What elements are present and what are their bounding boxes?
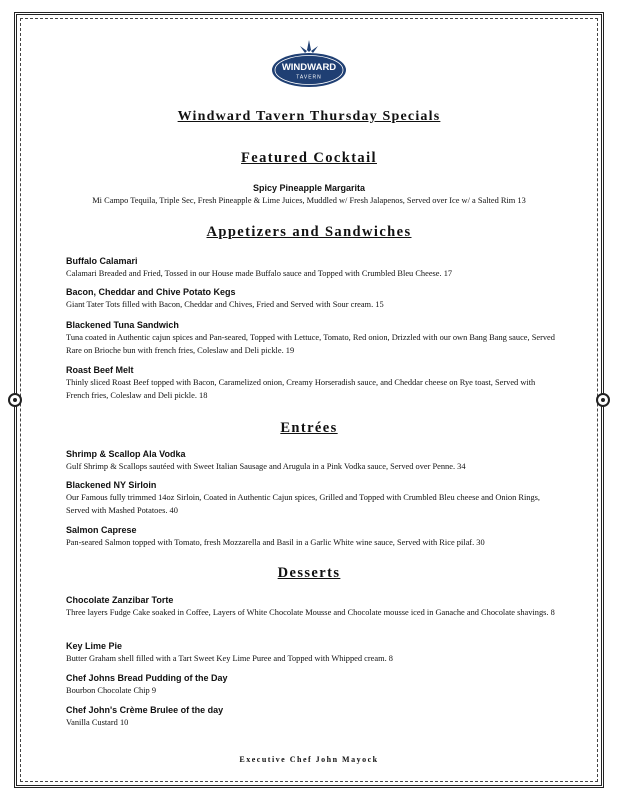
logo-name: WINDWARD [281,62,337,73]
windward-tavern-logo [270,40,348,90]
section-heading-appetizers: Appetizers and Sandwiches [206,224,412,240]
chef-credit: Executive Chef John Mayock [239,755,379,764]
menu-item-desc: Butter Graham shell filled with a Tart Sweet Key Lime Puree and Topped with Whipped cream. 8 [66,654,393,663]
section-heading-entrees: Entrées [280,420,338,436]
menu-item-desc: Calamari Breaded and Fried, Tossed in our House made Buffalo sauce and Topped with Crumbled Bleu Cheese. 17 [66,269,453,278]
menu-item-desc: Pan-seared Salmon topped with Tomato, fresh Mozzarella and Basil in a Garlic White wine sauce, Served with Rice pilaf. 30 [66,538,485,547]
section-heading-desserts: Desserts [277,565,341,581]
menu-item-name: Shrimp & Scallop Ala Vodka [66,449,186,459]
compass-rose-icon [300,40,318,53]
menu-item-desc: Vanilla Custard 10 [66,718,129,727]
logo-sub: TAVERN [296,74,322,81]
menu-item-name: Chef Johns Bread Pudding of the Day [66,673,228,683]
menu-item-name: Key Lime Pie [66,641,123,651]
menu-item-desc: Bourbon Chocolate Chip 9 [66,686,157,695]
menu-item-name: Chocolate Zanzibar Torte [66,595,174,605]
menu-item-name: Buffalo Calamari [66,256,138,266]
menu-item-desc: Tuna coated in Authentic cajun spices and Pan-seared, Topped with Lettuce, Tomato, Red onion, Drizzled with our own Bang Bang sauce, Served Rare on Brioche bun with french fries, Coleslaw and Deli pickle. 19 [66,333,555,355]
menu-item-desc: Giant Tater Tots filled with Bacon, Cheddar and Chives, Fried and Served with Sour cream. 15 [66,300,384,309]
left-border-ornament-icon [8,393,22,407]
menu-item-name: Chef John's Crème Brulee of the day [66,705,224,715]
menu-item-name: Blackened NY Sirloin [66,480,157,490]
menu-item-desc: Gulf Shrimp & Scallops sautéed with Sweet Italian Sausage and Arugula in a Pink Vodka sauce, Served over Penne. 34 [66,462,466,471]
menu-item-name: Salmon Caprese [66,525,137,535]
menu-item-desc: Thinly sliced Roast Beef topped with Bacon, Caramelized onion, Creamy Horseradish sauce, and Cheddar cheese on Rye toast, Served with French fries, Coleslaw and Deli pickle. 18 [66,378,536,400]
menu-item-desc: Our Famous fully trimmed 14oz Sirloin, Coated in Authentic Cajun spices, Grilled and Topped with Crumbled Bleu cheese and Onion Rings, Served with Mashed Potatoes. 40 [66,493,541,515]
menu-item-name: Roast Beef Melt [66,365,134,375]
cocktail-desc: Mi Campo Tequila, Triple Sec, Fresh Pineapple & Lime Juices, Muddled w/ Fresh Jalapenos, Served over Ice w/ a Salted Rim 13 [92,196,526,205]
cocktail-name: Spicy Pineapple Margarita [252,183,366,193]
page-title: Windward Tavern Thursday Specials [177,109,441,124]
right-border-ornament-icon [596,393,610,407]
menu-item-desc: Three layers Fudge Cake soaked in Coffee, Layers of White Chocolate Mousse and Chocolate mousse iced in Ganache and Chocolate shavings. 8 [66,608,555,617]
menu-item-name: Blackened Tuna Sandwich [66,320,179,330]
section-heading-cocktail: Featured Cocktail [241,150,377,166]
menu-item-name: Bacon, Cheddar and Chive Potato Kegs [66,287,236,297]
